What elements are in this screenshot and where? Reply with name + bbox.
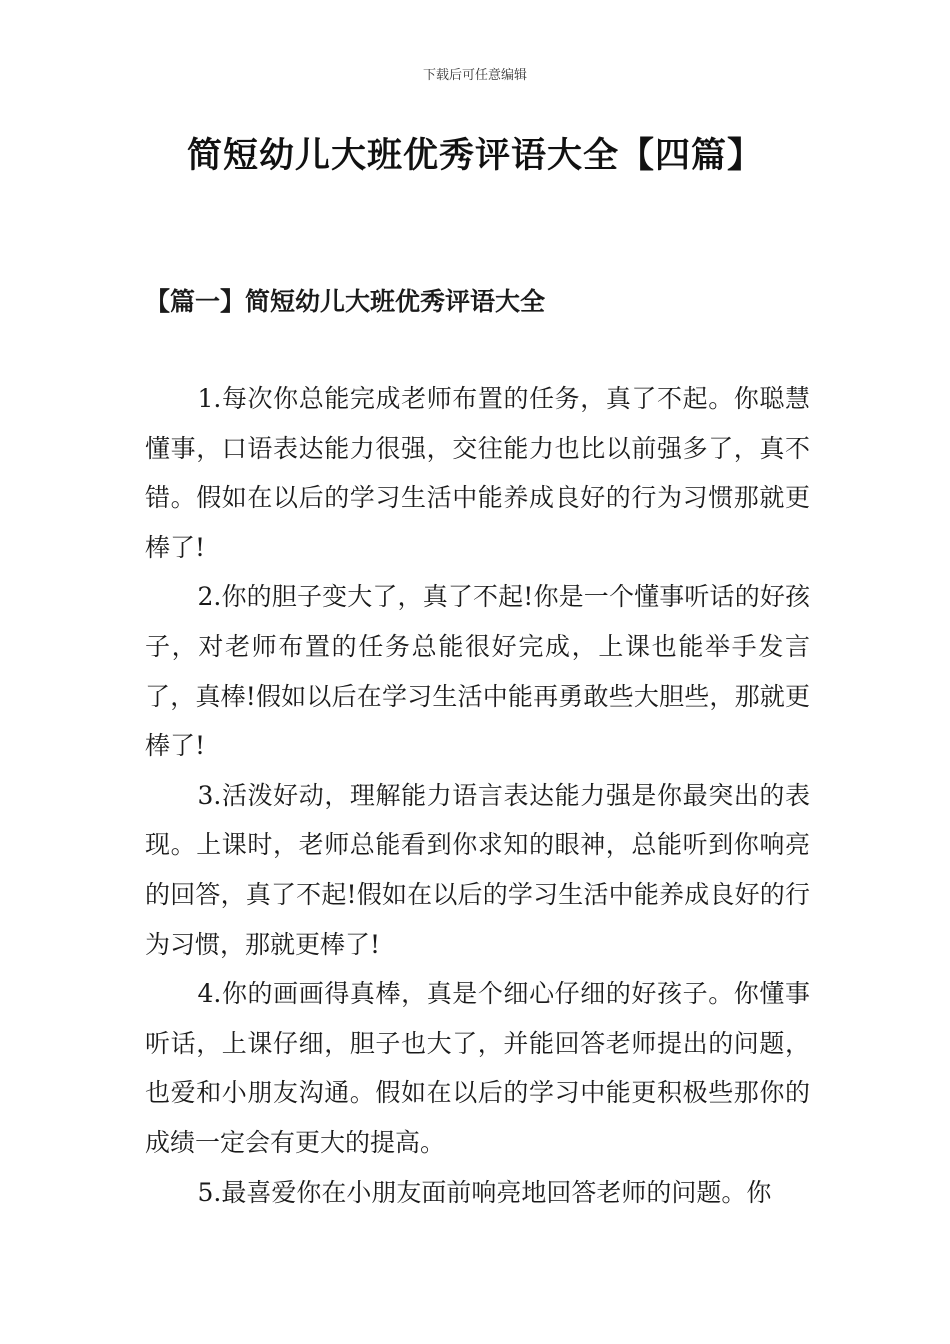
paragraph-2: 2.你的胆子变大了，真了不起!你是一个懂事听话的好孩子，对老师布置的任务总能很好完成，上课也能举手发言了，真棒!假如以后在学习生活中能再勇敢些大胆些，那就更棒了! (145, 582, 810, 761)
header-note: 下载后可任意编辑 (422, 68, 527, 83)
paragraph-4: 4.你的画画得真棒，真是个细心仔细的好孩子。你懂事听话，上课仔细，胆子也大了，并能回答老师提出的问题，也爱和小朋友沟通。假如在以后的学习中能更积极些那你的成绩一定会有更大的提高。 (145, 979, 810, 1157)
paragraph-3: 3.活泼好动，理解能力语言表达能力强是你最突出的表现。上课时，老师总能看到你求知的眼神，总能听到你响亮的回答，真了不起!假如在以后的学习生活中能养成良好的行为习惯，那就更棒了! (145, 780, 810, 959)
section-heading: 【篇一】简短幼儿大班优秀评语大全 (145, 287, 546, 316)
document-title: 简短幼儿大班优秀评语大全【四篇】 (186, 136, 763, 176)
body-text (145, 374, 810, 1217)
paragraph-1: 1.每次你总能完成老师布置的任务，真了不起。你聪慧懂事，口语表达能力很强，交往能力也比以前强多了，真不错。假如在以后的学习生活中能养成良好的行为习惯那就更棒了! (145, 384, 810, 562)
paragraph-5: 5.最喜爱你在小朋友面前响亮地回答老师的问题。你 (197, 1177, 772, 1207)
